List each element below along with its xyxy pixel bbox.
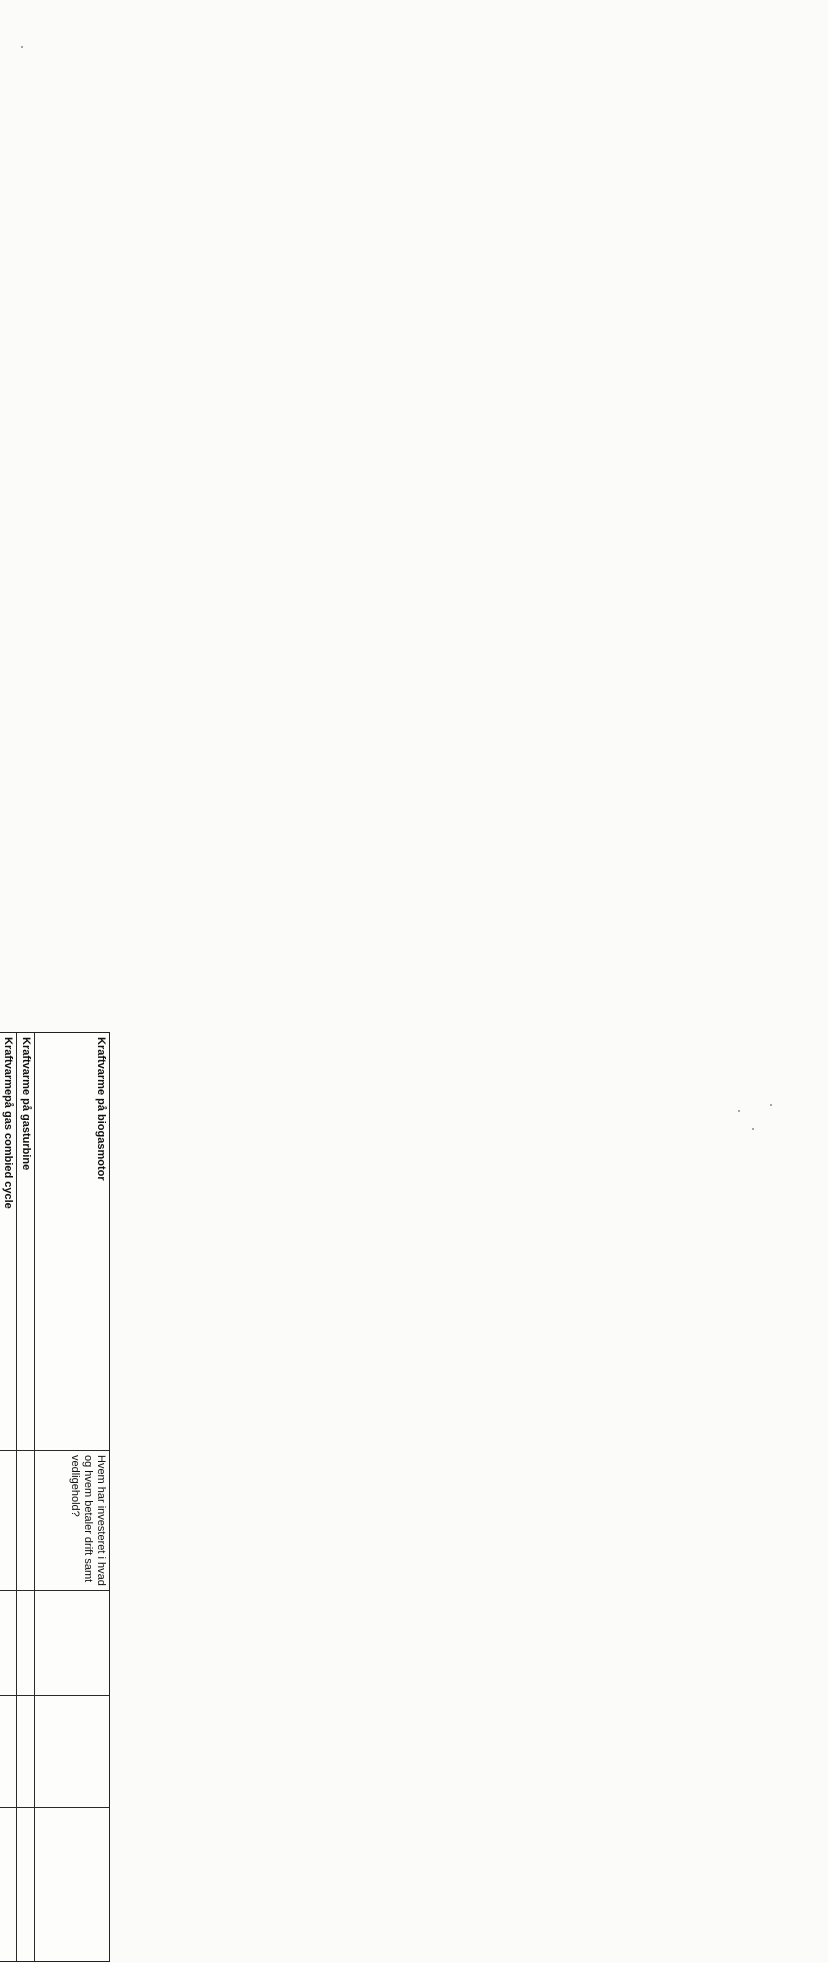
question-cell [17,1451,34,1591]
empty-cell [35,1808,109,1963]
scan-speck [738,1110,740,1112]
scan-speck [770,1104,772,1106]
empty-cell [0,1591,16,1696]
empty-cell [17,1591,34,1696]
empty-cell [0,1696,16,1808]
row-label: Kraftvarme på gasturbine [17,1033,34,1451]
scan-speck [21,46,23,48]
table-row [16,1033,34,1961]
question-cell: Hvem har investeret i hvad og hvem betaler drift samt vedligehold? [35,1451,109,1591]
empty-cell [17,1696,34,1808]
row-label: Kraftvarme på biogasmotor [35,1033,109,1451]
rotated-table [0,1032,110,1962]
empty-cell [35,1696,109,1808]
empty-cell [0,1808,16,1963]
scan-speck [752,1128,754,1130]
question-cell [0,1451,16,1591]
row-label: Kraftvarmepå gas combied cycle [0,1033,16,1451]
empty-cell [35,1591,109,1696]
empty-cell [17,1808,34,1963]
table-row [0,1033,16,1961]
table-row [34,1033,109,1961]
